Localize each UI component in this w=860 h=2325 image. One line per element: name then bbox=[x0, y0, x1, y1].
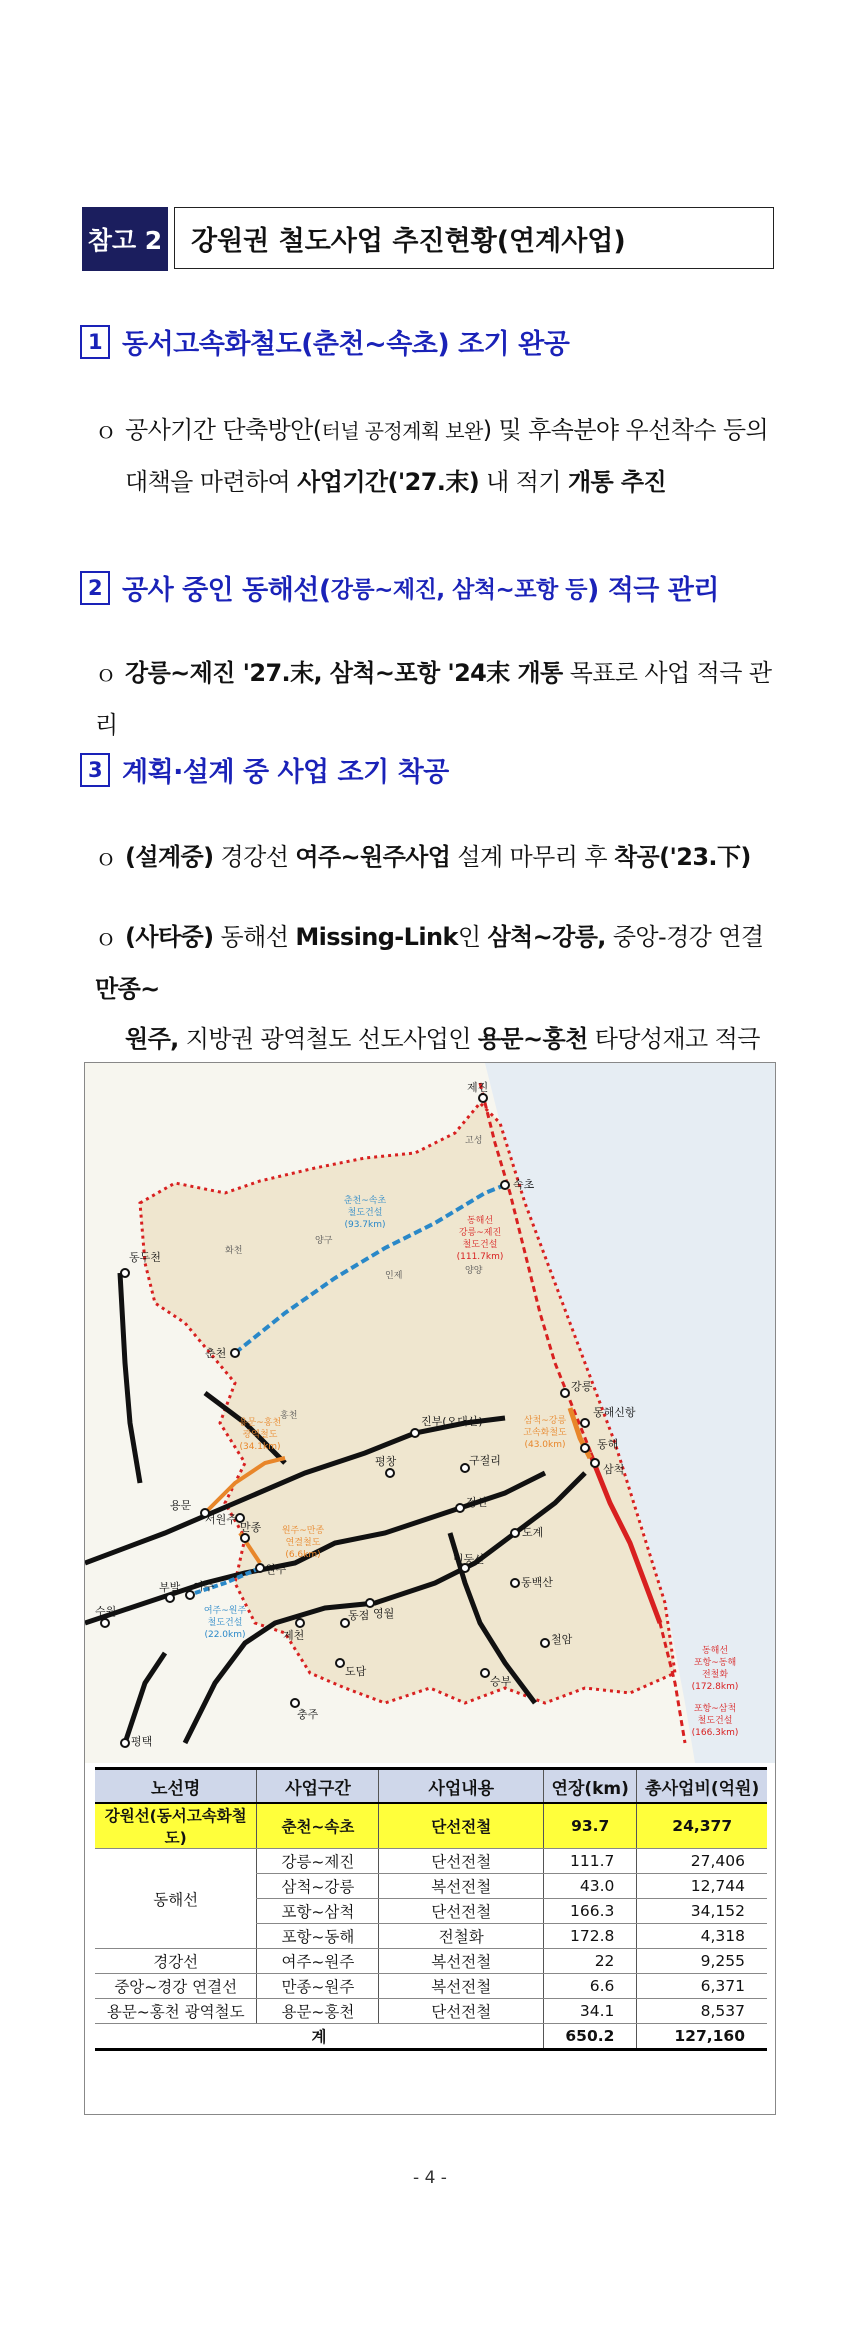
station-label: 철암 bbox=[551, 1633, 573, 1646]
station-label: 도담 bbox=[345, 1665, 367, 1678]
svg-text:(43.0km): (43.0km) bbox=[524, 1440, 566, 1450]
svg-text:(111.7km): (111.7km) bbox=[456, 1252, 504, 1262]
railway-map bbox=[85, 1063, 775, 1763]
bullet-marker: ｏ bbox=[95, 419, 117, 444]
station-label: 진부(오대산) bbox=[421, 1415, 483, 1428]
svg-text:(93.7km): (93.7km) bbox=[344, 1220, 386, 1230]
table-row: 동해선 강릉~제진 단선전철 111.7 27,406 bbox=[95, 1849, 767, 1874]
svg-text:(6.6km): (6.6km) bbox=[285, 1550, 321, 1560]
svg-text:(34.1km): (34.1km) bbox=[239, 1442, 281, 1452]
column-header: 연장(km) bbox=[544, 1769, 637, 1804]
reference-header bbox=[82, 207, 774, 271]
station-label: 용문 bbox=[170, 1499, 192, 1512]
svg-text:(166.3km): (166.3km) bbox=[691, 1728, 739, 1738]
svg-text:철도건설: 철도건설 bbox=[347, 1208, 383, 1218]
bullet-marker: ｏ bbox=[95, 846, 117, 871]
station-label: 강릉 bbox=[571, 1380, 593, 1393]
svg-text:연결철도: 연결철도 bbox=[285, 1538, 321, 1548]
station-label: 동점 bbox=[348, 1609, 370, 1622]
svg-text:(172.8km): (172.8km) bbox=[691, 1682, 739, 1692]
table-header-row bbox=[95, 1769, 767, 1804]
station-label: 원주 bbox=[265, 1563, 287, 1576]
station-label: 속초 bbox=[513, 1178, 535, 1191]
section-1-bullet: ｏ 공사기간 단축방안(터널 공정계획 보완) 및 후속분야 우선착수 등의 대책을 마련하여 사업기간('27.末) 내 적기 개통 추진 bbox=[95, 405, 785, 507]
station-label: 부발 bbox=[159, 1581, 181, 1594]
section-1-heading bbox=[80, 322, 569, 361]
project-table bbox=[95, 1767, 767, 2051]
station-label: 삼척 bbox=[603, 1463, 625, 1476]
table-row: 삼척~강릉 복선전철 43.0 12,744 bbox=[95, 1874, 767, 1899]
column-header: 총사업비(억원) bbox=[637, 1769, 767, 1804]
svg-text:춘천~속초: 춘천~속초 bbox=[343, 1196, 387, 1206]
county-label: 고성 bbox=[465, 1136, 483, 1146]
station-label: 구절리 bbox=[469, 1454, 501, 1467]
station-label: 제진 bbox=[467, 1081, 489, 1094]
station-label: 민둥산 bbox=[453, 1553, 485, 1566]
bullet-marker: ｏ bbox=[95, 662, 117, 687]
station-label: 충주 bbox=[297, 1708, 319, 1721]
bullet-marker: ｏ bbox=[95, 926, 117, 951]
station-label: 승부 bbox=[490, 1675, 512, 1688]
svg-text:강릉~제진: 강릉~제진 bbox=[458, 1228, 502, 1238]
section-number: 2 bbox=[80, 571, 110, 605]
section-3-heading: 3 계획·설계 중 사업 조기 착공 bbox=[80, 750, 449, 789]
svg-text:광역철도: 광역철도 bbox=[242, 1430, 278, 1440]
station-label: 영월 bbox=[373, 1607, 395, 1620]
table-row: 용문~홍천 광역철도 용문~홍천 단선전철 34.1 8,537 bbox=[95, 1999, 767, 2024]
table-total-row: 계 650.2 127,160 bbox=[95, 2024, 767, 2050]
station-label: 만종 bbox=[240, 1521, 262, 1534]
svg-text:고속화철도: 고속화철도 bbox=[523, 1428, 567, 1438]
section-number: 3 bbox=[80, 753, 110, 787]
section-2-heading: 2 공사 중인 동해선( 강릉~제진, 삼척~포항 등 ) 적극 관리 bbox=[80, 568, 719, 607]
county-label: 인제 bbox=[385, 1271, 403, 1281]
svg-text:포항~삼척: 포항~삼척 bbox=[693, 1704, 737, 1714]
table-row: 경강선 여주~원주 복선전철 22 9,255 bbox=[95, 1949, 767, 1974]
column-header: 노선명 bbox=[95, 1769, 257, 1804]
station-label: 동두천 bbox=[129, 1251, 161, 1264]
svg-text:용문~홍천: 용문~홍천 bbox=[238, 1418, 282, 1428]
station-label: 도계 bbox=[522, 1526, 544, 1539]
section-2-bullet: ｏ 강릉~제진 '27.末, 삼척~포항 '24末 개통 목표로 사업 적극 관리 bbox=[95, 648, 785, 750]
svg-text:철도건설: 철도건설 bbox=[462, 1240, 498, 1250]
station-label: 정선 bbox=[466, 1496, 488, 1509]
table-row: 중앙~경강 연결선 만종~원주 복선전철 6.6 6,371 bbox=[95, 1974, 767, 1999]
page-number: - 4 - bbox=[413, 2168, 447, 2188]
svg-text:동해선: 동해선 bbox=[466, 1216, 494, 1226]
section-3-bullet-1: ｏ (설계중) 경강선 여주~원주사업 설계 마무리 후 착공('23.下) bbox=[95, 832, 785, 884]
station-label: 제천 bbox=[283, 1629, 305, 1642]
column-header: 사업내용 bbox=[379, 1769, 544, 1804]
county-label: 양구 bbox=[315, 1236, 333, 1246]
county-label: 화천 bbox=[225, 1246, 243, 1256]
column-header: 사업구간 bbox=[257, 1769, 379, 1804]
svg-text:(22.0km): (22.0km) bbox=[204, 1630, 246, 1640]
station-label: 춘천 bbox=[205, 1347, 227, 1360]
svg-text:삼척~강릉: 삼척~강릉 bbox=[523, 1416, 567, 1426]
station-label: 서원주 bbox=[205, 1513, 237, 1526]
svg-text:전철화: 전철화 bbox=[701, 1670, 729, 1680]
station-label: 평택 bbox=[131, 1735, 153, 1748]
svg-text:철도건설: 철도건설 bbox=[207, 1618, 243, 1628]
county-label: 홍천 bbox=[280, 1411, 298, 1421]
station-label: 수원 bbox=[95, 1605, 117, 1618]
table-row: 포항~동해 전철화 172.8 4,318 bbox=[95, 1924, 767, 1949]
section-number: 1 bbox=[80, 325, 110, 359]
county-label: 양양 bbox=[465, 1266, 483, 1276]
svg-text:여주~원주: 여주~원주 bbox=[203, 1606, 247, 1616]
station-label: 동백산 bbox=[521, 1576, 553, 1589]
railway-figure bbox=[84, 1062, 776, 2115]
page-title: 강원권 철도사업 추진현황(연계사업) bbox=[174, 207, 774, 269]
svg-text:철도건설: 철도건설 bbox=[697, 1716, 733, 1726]
reference-tag: 참고 2 bbox=[82, 207, 168, 271]
section-title: 동서고속화철도(춘천~속초) 조기 완공 bbox=[122, 329, 570, 360]
svg-text:원주~만종: 원주~만종 bbox=[281, 1526, 325, 1536]
table-row: 포항~삼척 단선전철 166.3 34,152 bbox=[95, 1899, 767, 1924]
section-3-bullet-2: ｏ (사타중) 동해선 Missing-Link인 삼척~강릉, 중앙-경강 연결 만종~ 원주, 지방권 광역철도 선도사업인 용문~홍천 타당성재고 적극 bbox=[95, 912, 785, 1114]
station-label: 여주 bbox=[193, 1580, 215, 1593]
station-label: 동해 bbox=[597, 1438, 619, 1451]
svg-text:동해선: 동해선 bbox=[701, 1646, 729, 1656]
station-label: 동해신항 bbox=[593, 1406, 636, 1419]
svg-text:포항~동해: 포항~동해 bbox=[693, 1658, 737, 1668]
table-row: 강원선(동서고속화철도) 춘천~속초 단선전철 93.7 24,377 bbox=[95, 1803, 767, 1849]
station-label: 평창 bbox=[375, 1455, 397, 1468]
